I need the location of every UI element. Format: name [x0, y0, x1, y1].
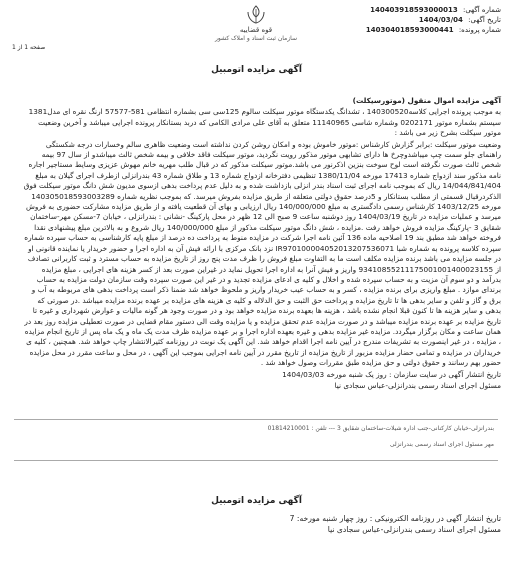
emblem-icon	[245, 5, 267, 25]
page-number: صفحه 1 از 1	[12, 44, 46, 51]
paragraph-1: به موجب پرونده اجرایی کلاسه140300520 ، تشدانگ یکدستگاه موتور سیکلت سالوم 125سی سی بشماره انتظامی 581-57577 ارنگ نقره ای مدل1381 سیستم بشماره موتور 0202171 وشماره شاسی 11140965 متعلق به آقای علی مرادی الکامی که دربد بستانکار پرونده اجرایی میباشد و آخرین وضعیت موتور سیکلت بشرح زیر می باشد :	[28, 107, 501, 138]
footer-stamp-note: مهر مسئول اجرای اسناد رسمی بندرانزلی	[389, 441, 494, 448]
second-notice-body	[21, 513, 501, 535]
header-meta	[316, 5, 501, 35]
notice-subtitle: آگهی مزایده اموال منقول (موتورسیکلت)	[352, 96, 501, 105]
ad-number-label: شماره آگهی:	[462, 6, 501, 14]
ad-date-label: تاریخ آگهی:	[468, 16, 501, 24]
notice-body	[23, 96, 501, 392]
ad-date-row	[316, 15, 501, 25]
org-name: قوه قضاییه	[239, 26, 273, 34]
signature: مسئول اجرای اسناد رسمی بندرانزلی-عباس سجادی نیا	[334, 380, 501, 390]
footer-strip	[14, 419, 498, 461]
file-number-label: شماره پرونده:	[458, 26, 501, 34]
second-notice-line-1: تاریخ انتشار آگهی در روزنامه الکترونیکی : روز چهار شنبه مورخه: 7	[289, 514, 501, 523]
second-notice-title: آگهی مزایده اتومبیل	[211, 496, 302, 506]
ad-date: 1404/03/04	[418, 16, 463, 24]
footer-address: بندرانزلی-خیابان کارکنانی-جنب اداره شیلات-ساختمان شقایق 3 --- تلفن : 01814210001	[267, 425, 494, 432]
notice-title: آگهی مزایده اتومبیل	[211, 65, 302, 75]
file-number-row	[316, 25, 501, 35]
second-notice-line-2: مسئول اجرای اسناد رسمی بندرانزلی-عباس سجادی نیا	[327, 525, 501, 534]
paragraph-2: وضعیت موتور سیکلت :برابر گزارش کارشناس :موتور خاموش بوده و امکان روشن کردن نداشته است وضعیت ظاهری سالم وخسارات درجه شکستگی راهنمای جلو سمت چپ میباشدوچرخ ها دارای تشابهی موتور مذکور رویت نگردید، موتور سیکلت فاقد خلافی و بیمه شخص ثالث میباشدو از سال 97 بیمه شخص ثالث صورت نگرفته است لوح سوخت بنزین اذکرنور می باشد.موتور سیکلت مذکور که در قبال طلب مهریه خانم مهوش عزیزی وسایط مستاجیر اجاره نامه مذکور سند ازدواج شماره 17413 مورخه 1380/11/04 تنظیمی دفترخانه ازدواج شماره 13 و طلاق شماره 43 بندرانزلی ازطرف اجرای گیلان به مبلغ 14/044/841/404 ریال که بموجب نامه اجرای ثبت اسناد بندر انزلی بازداشت شده و به دلیل عدم پرداخت بدهی ازسوی مدیون شش دانگ موتور سیکلت فوق الذکردرقبال قسمتی از مطلب بستانکار و 5درصد حقوق دولتی متعلقه از طریق مزایده بفروش میرسد. که بموجب نظریه شماره 140305018593003289 مورخه 1403/12/25 کارشناس رسمی دادگستری به مبلغ 140/000/000 ریال ارزیابی و بهای آن قطعیت یافته و از طریق مزایده مشارکت حضوری به فروش میرسد و عملیات مزایده در تاریخ 1404/03/19 روز دوشنبه ساعت 9 صبح الی 12 ظهر در محل پارکینگ -نشانی : بندرانزلی ، خیابان 7-مسکن مهر-ساختمان شقایق 3 -پارکینگ مزایده فروش خواهد رفت .مزایده ، شش دانگ موتور سیکلت مذکور از مبلغ 140/000/000 ریال شروع و به بالاترین مبلغ پیشنهادی نقدا فروخته خواهد شد مطبق بند 19 اصلاحیه ماده 136 آئین نامه اجرا شرکت در مزایده منوط به پرداخت ده درصد از مبلغ پایه کارشناسی به حساب سپرده شماره سپرده کلاسه پرونده به شماره شبا IR970100004052013207536071 نزد بانک مرکزی با ارائه فیش آن به اداره اجرا و حضور خریدار یا نماینده قانونی او در جلسه مزایده می باشد برنده مزایده مکلف است ما به التفاوت مبلغ فروش را ظرف مدت پنج روز از تاریخ مزایده به حساب مسترد و ثبت کاربرانی تصادف از 93410855211175001001400023155 واریز و فیش آنرا به اداره اجرا تحویل نماید در غیراین صورت بعد از کسر هزینه های اجرایی ، مبلغ مزایده بدرآمد و دو سوم آن مزیت و به حساب سپرده شده و اخلال و کلیه ی ادعای مزایده تجدید و در غیر این صورت سپرده وقت سازمان دولت مزایده به حساب برندای موازد . مبلغ واریزی برای برنده مزایده ، کسر و به حساب عیب خریدار واریز و ملحوظ خواهد شد ضمنا ذکر است پرداخت بدهی های مربوطه به آب و برق و گاز و تلفن و سایر بدهی ها تا تاریخ مزایده و پرداخت حق الثبت و حق الدلاله و کلیه ی هزینه های مزایده بر عهده برنده مزایده میباشد .در صورتی که بدهی و سایر هزینه ها تا کنون قبلا انجام نشده باشد ، هزینه ها بعهده برنده مزایده خواهد بود و در صورت وجود هر گونه مالیات و عوارض شهرداری و غیره تا تاریخ مزایده بر عهده برنده مزایده میباشد و در صورت مزایده عدم تحقق مزایده و یا مزایده وقت الی دستور مقام قضایی در صورت تعطیلی مزایده روز بعد در همان ساعت و مکان برگزار میگردد. مزایده غیر مزایده بدهی و غیره بعهده اداره اجرا و بر عهده مزایده ظرف مدت یک ماه و یک ماه پس از تاریخ انجام مزایده ، مزایده ، در غیر اینصورت به تشریفات مندرج در آیین نامه اجرا اقدام خواهد شد. این آگهی یک نوبت در روزنامه کثیرالانتشار چاپ خواهد شد. همچنین ، کلیه ی خریداران در مزایده و تمامی حضار مزایده مزبور از تاریخ مزایده از تاریخ مقرر در آیین نامه اجرایی بموجب این آگهی ، در محل و ساعت مقرر در محل مزایده حضور بهم رسانند و حقوق دولتی و حق مزایده طبق مقررات وصول خواهد شد .	[23, 139, 501, 368]
paragraph-3: تاریخ انتشار آگهی در سایت سازمان : روز یک شنبه مورخه 1404/03/03	[282, 369, 501, 379]
ad-number-row	[316, 5, 501, 15]
file-number: 140304018593000441	[365, 26, 454, 34]
org-subtitle: سازمان ثبت اسناد و املاک کشور	[214, 35, 298, 42]
judiciary-emblem	[196, 5, 316, 43]
ad-number: 140403918593000013	[370, 6, 458, 14]
